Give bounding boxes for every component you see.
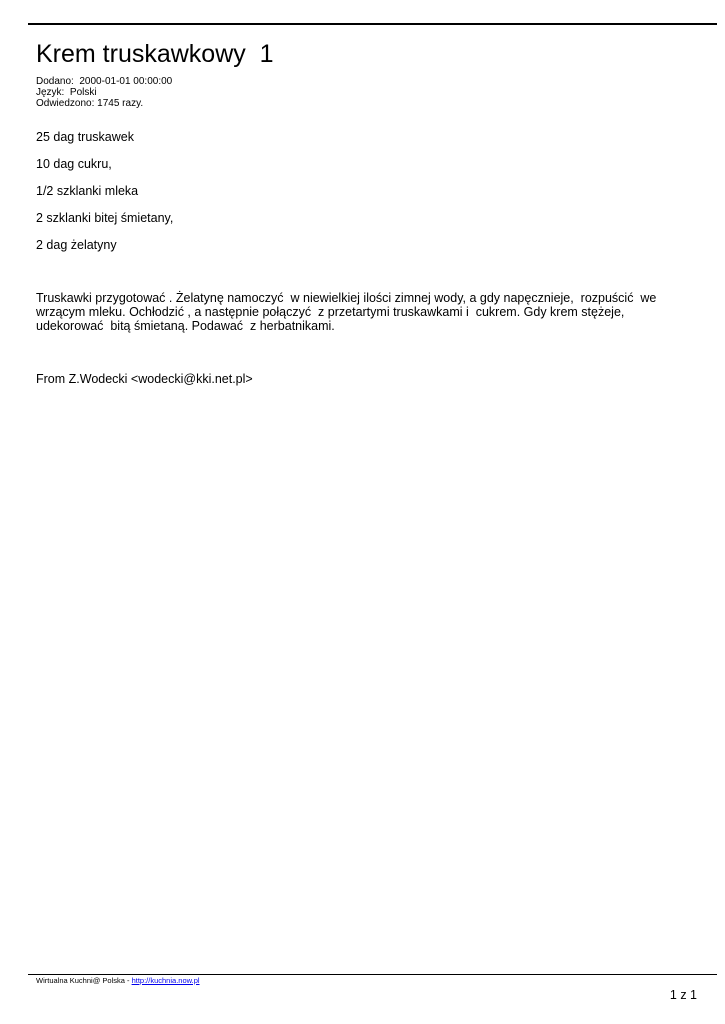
footer-site: [36, 976, 200, 985]
recipe-author: From Z.Wodecki <wodecki@kki.net.pl>: [36, 372, 253, 386]
recipe-title: Krem truskawkowy 1: [36, 40, 274, 68]
meta-added-date: Dodano: 2000-01-01 00:00:00: [36, 76, 173, 87]
instructions-line: Truskawki przygotować . Żelatynę namoczyć w niewielkiej ilości zimnej wody, a gdy napęcznieje, rozpuścić we: [36, 291, 657, 305]
bottom-divider: [28, 974, 717, 975]
footer-site-link[interactable]: http://kuchnia.now.pl: [131, 976, 200, 985]
ingredient-item: 2 dag żelatyny: [36, 238, 117, 252]
ingredient-item: 25 dag truskawek: [36, 130, 134, 144]
ingredient-item: 10 dag cukru,: [36, 157, 112, 171]
meta-visit-count: Odwiedzono: 1745 razy.: [36, 98, 144, 109]
meta-language: Język: Polski: [36, 87, 97, 98]
ingredient-item: 2 szklanki bitej śmietany,: [36, 211, 174, 225]
instructions-line: wrzącym mleku. Ochłodzić , a następnie połączyć z przetartymi truskawkami i cukrem. Gdy krem stężeje,: [36, 305, 625, 319]
top-divider: [28, 23, 717, 25]
recipe-instructions: [36, 291, 676, 333]
ingredient-item: 1/2 szklanki mleka: [36, 184, 139, 198]
recipe-meta: [36, 76, 172, 109]
instructions-line: udekorować bitą śmietaną. Podawać z herbatnikami.: [36, 319, 335, 333]
ingredients-list: [36, 130, 173, 265]
footer-site-text: Wirtualna Kuchni@ Polska -: [36, 976, 132, 985]
page-number: 1 z 1: [669, 988, 697, 1002]
